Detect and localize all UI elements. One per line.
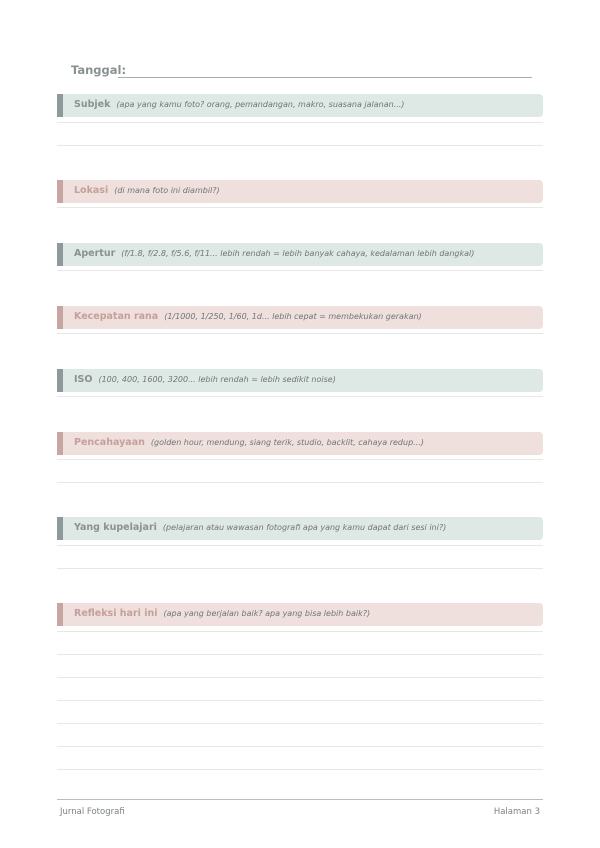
- section-accent: [57, 306, 63, 329]
- footer-journal-title: Jurnal Fotografi: [60, 807, 125, 817]
- section-header-lighting: [57, 432, 543, 455]
- section-title-lighting: Pencahayaan: [74, 437, 145, 448]
- writing-line[interactable]: [57, 723, 543, 724]
- section-hint-location: (di mana foto ini diambil?): [114, 186, 220, 195]
- writing-line[interactable]: [57, 568, 543, 569]
- writing-line[interactable]: [57, 207, 543, 208]
- section-title-subject: Subjek: [74, 99, 111, 110]
- section-header-reflection: [57, 603, 543, 626]
- section-header-learned: [57, 517, 543, 540]
- section-accent: [57, 243, 63, 266]
- writing-line[interactable]: [57, 700, 543, 701]
- section-accent: [57, 517, 63, 540]
- section-hint-subject: (apa yang kamu foto? orang, pemandangan, makro, suasana jalanan...): [116, 100, 405, 109]
- section-hint-lighting: (golden hour, mendung, siang terik, studio, backlit, cahaya redup...): [150, 438, 424, 447]
- writing-line[interactable]: [57, 396, 543, 397]
- writing-line[interactable]: [57, 459, 543, 460]
- writing-line[interactable]: [57, 145, 543, 146]
- footer-divider: [57, 799, 543, 800]
- section-title-reflection: Refleksi hari ini: [74, 608, 158, 619]
- date-label: Tanggal:: [71, 63, 127, 77]
- section-header-location: [57, 180, 543, 203]
- writing-line[interactable]: [57, 545, 543, 546]
- section-hint-aperture: (f/1.8, f/2.8, f/5.6, f/11... lebih rendah = lebih banyak cahaya, kedalaman lebih dangkal): [121, 249, 475, 258]
- section-accent: [57, 432, 63, 455]
- section-header-aperture: [57, 243, 543, 266]
- section-header-iso: [57, 369, 543, 392]
- section-accent: [57, 94, 63, 117]
- section-hint-learned: (pelajaran atau wawasan fotografi apa yang kamu dapat dari sesi ini?): [162, 523, 447, 532]
- writing-line[interactable]: [57, 677, 543, 678]
- writing-line[interactable]: [57, 333, 543, 334]
- section-hint-iso: (100, 400, 1600, 3200... lebih rendah = lebih sedikit noise): [98, 375, 336, 384]
- section-title-iso: ISO: [74, 374, 93, 385]
- section-accent: [57, 180, 63, 203]
- writing-line[interactable]: [57, 654, 543, 655]
- footer-page-number: Halaman 3: [493, 807, 540, 817]
- writing-line[interactable]: [57, 482, 543, 483]
- writing-line[interactable]: [57, 631, 543, 632]
- section-accent: [57, 603, 63, 626]
- writing-line[interactable]: [57, 270, 543, 271]
- section-accent: [57, 369, 63, 392]
- section-title-shutter-speed: Kecepatan rana: [74, 311, 159, 322]
- section-header-subject: [57, 94, 543, 117]
- date-input-line[interactable]: [118, 77, 532, 78]
- section-header-shutter-speed: [57, 306, 543, 329]
- writing-line[interactable]: [57, 746, 543, 747]
- section-hint-shutter-speed: (1/1000, 1/250, 1/60, 1d... lebih cepat = membekukan gerakan): [164, 312, 422, 321]
- section-hint-reflection: (apa yang berjalan baik? apa yang bisa lebih baik?): [163, 609, 371, 618]
- date-row: [71, 63, 532, 79]
- section-title-learned: Yang kupelajari: [74, 522, 157, 533]
- writing-line[interactable]: [57, 122, 543, 123]
- writing-line[interactable]: [57, 769, 543, 770]
- section-title-aperture: Apertur: [74, 248, 116, 259]
- section-title-location: Lokasi: [74, 185, 109, 196]
